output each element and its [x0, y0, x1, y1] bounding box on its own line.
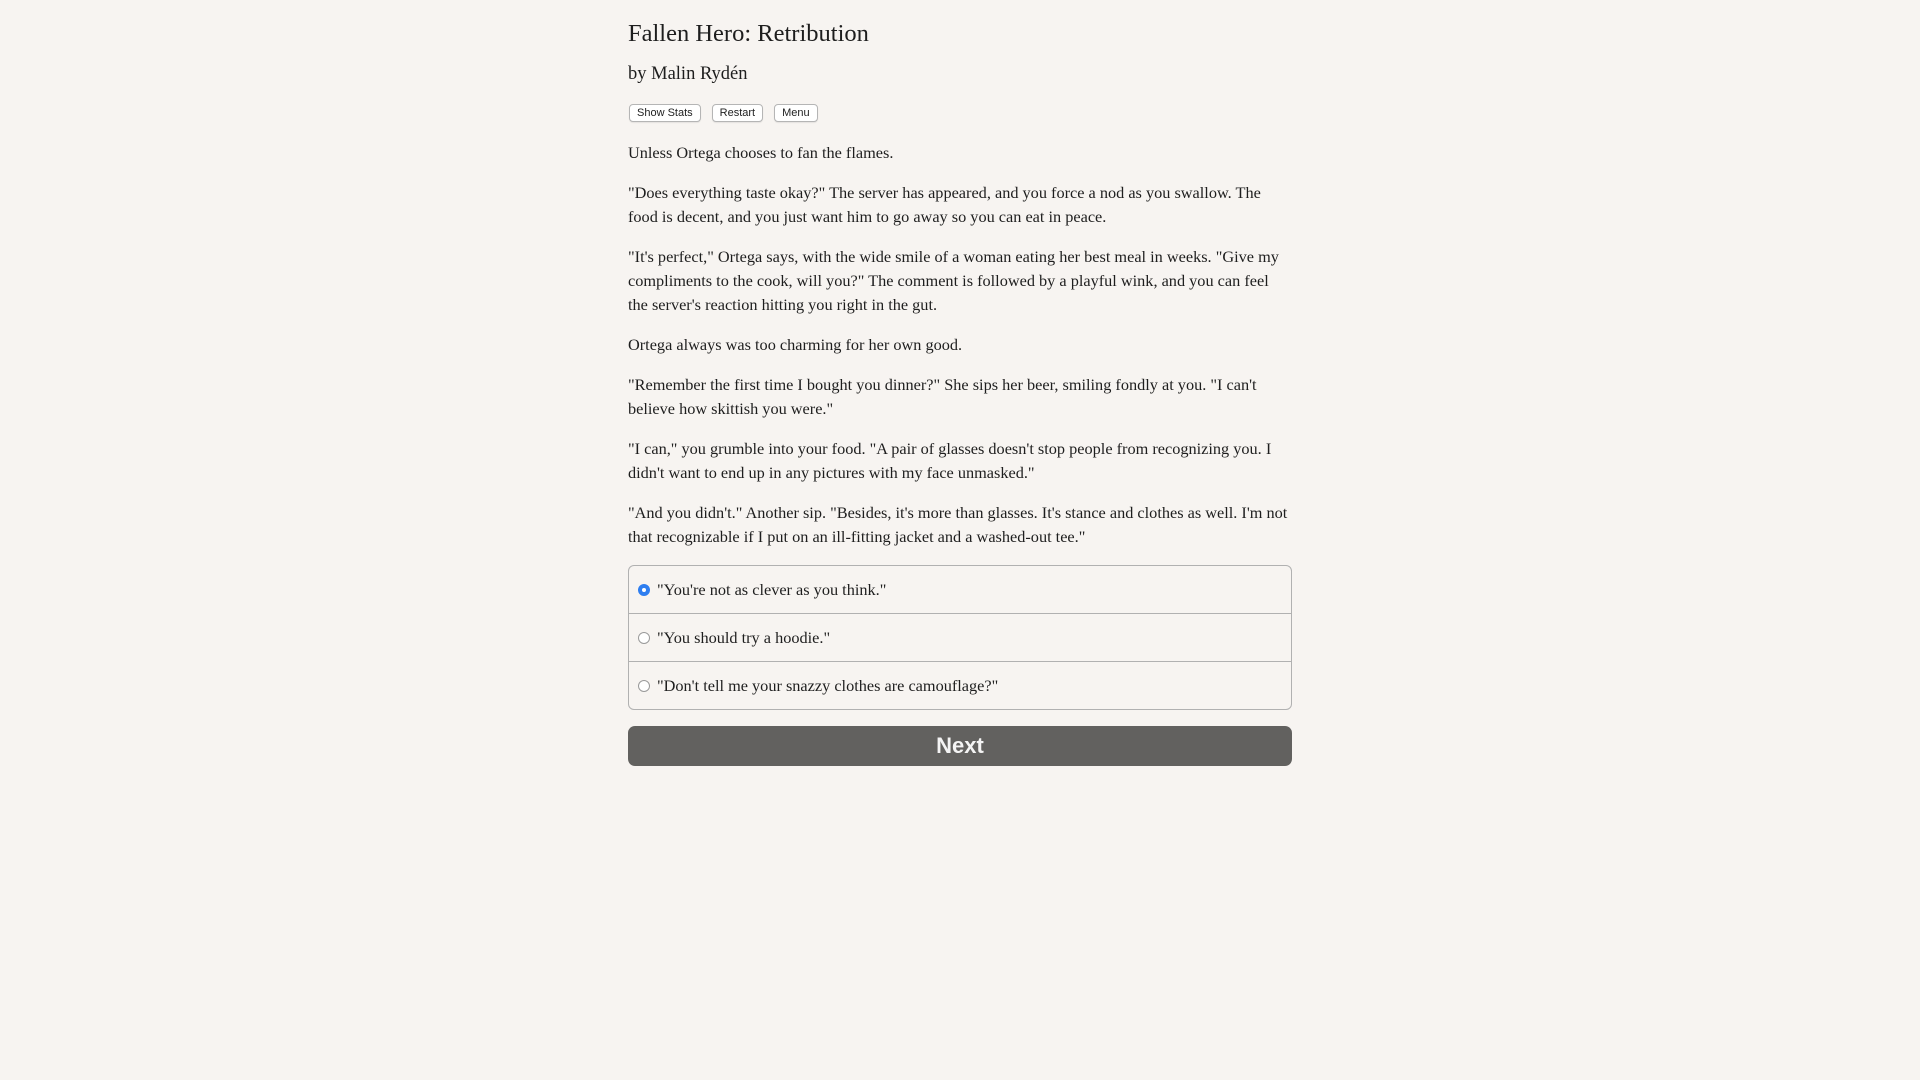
restart-button[interactable]: Restart [712, 104, 763, 122]
story-paragraph: Ortega always was too charming for her own good. [628, 335, 963, 354]
next-button[interactable]: Next [628, 726, 1292, 766]
radio-unselected-icon[interactable] [638, 632, 650, 644]
choice-option-hoodie[interactable] [629, 613, 1291, 661]
story-paragraph: "It's perfect," Ortega says, with the wide smile of a woman eating her best meal in weeks. "Give my compliments to the cook, will you?" The comment is followed by a playful wink, and you can feel the server's reaction hitting you right in the gut. [628, 247, 1279, 314]
menu-button[interactable]: Menu [774, 104, 818, 122]
game-title: Fallen Hero: Retribution [628, 20, 869, 47]
story-paragraph: Unless Ortega chooses to fan the flames. [628, 143, 894, 162]
choice-option-clever[interactable] [629, 566, 1291, 613]
author-byline: by Malin Rydén [628, 64, 748, 84]
radio-unselected-icon[interactable] [638, 680, 650, 692]
story-paragraph: "Remember the first time I bought you dinner?" She sips her beer, smiling fondly at you. "I can't believe how skittish you were." [628, 375, 1257, 418]
choice-label: "You're not as clever as you think." [657, 579, 887, 599]
story-paragraph: "I can," you grumble into your food. "A pair of glasses doesn't stop people from recognizing you. I didn't want to end up in any pictures with my face unmasked." [628, 439, 1272, 482]
show-stats-button[interactable]: Show Stats [629, 104, 701, 122]
toolbar [629, 104, 829, 122]
radio-selected-icon[interactable] [638, 584, 650, 596]
choice-option-camouflage[interactable] [629, 661, 1291, 709]
story-paragraph: "Does everything taste okay?" The server has appeared, and you force a nod as you swallow. The food is decent, and you just want him to go away so you can eat in peace. [628, 183, 1261, 226]
story-text [628, 141, 1292, 565]
choice-label: "Don't tell me your snazzy clothes are camouflage?" [657, 675, 999, 695]
choice-list [628, 565, 1292, 710]
choice-label: "You should try a hoodie." [657, 627, 831, 647]
story-paragraph: "And you didn't." Another sip. "Besides, it's more than glasses. It's stance and clothes as well. I'm not that recognizable if I put on an ill-fitting jacket and a washed-out tee." [628, 503, 1288, 546]
